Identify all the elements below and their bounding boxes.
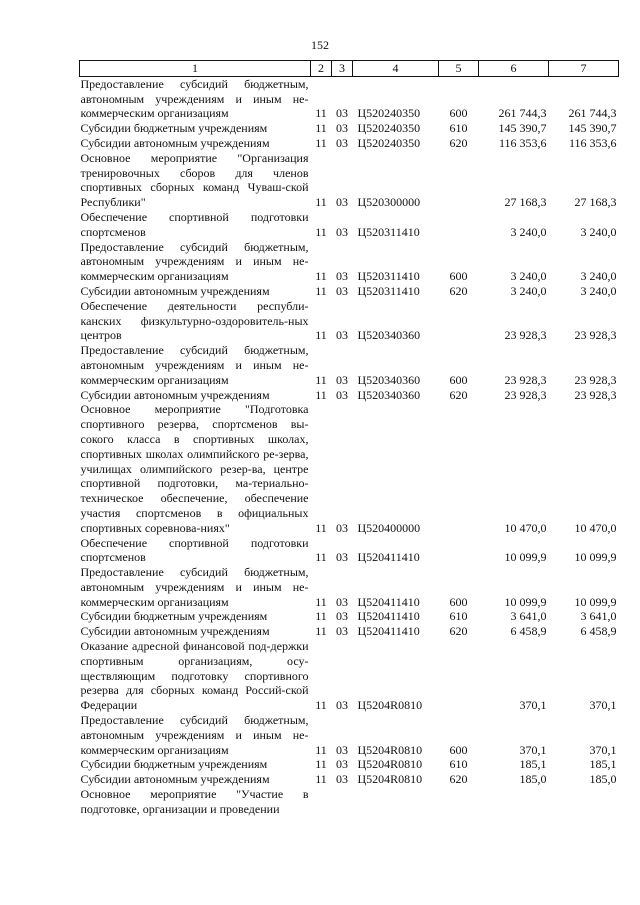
- section-code: 11: [315, 269, 327, 284]
- target-article-code: Ц5204R0810: [357, 772, 423, 787]
- section-code: 11: [315, 283, 327, 298]
- table-row: [80, 388, 619, 403]
- table-row: [80, 639, 619, 713]
- target-article-code: Ц520311410: [357, 269, 420, 284]
- amount-col6: 3 240,0: [510, 224, 547, 239]
- target-article-code: Ц520400000: [357, 520, 421, 535]
- target-article-code: Ц520240350: [357, 121, 421, 136]
- target-article-code: Ц520240350: [357, 106, 421, 121]
- amount-col7: 23 928,3: [574, 387, 617, 402]
- column-header: 3: [332, 61, 353, 77]
- expense-type-code: 600: [449, 372, 468, 387]
- row-description: Субсидии автономным учреждениям: [80, 624, 270, 639]
- amount-col6: 3 240,0: [510, 283, 547, 298]
- section-code: 11: [315, 594, 327, 609]
- section-code: 11: [315, 520, 327, 535]
- section-code: 11: [315, 757, 327, 772]
- subsection-code: 03: [336, 106, 348, 121]
- row-description: Субсидии бюджетным учреждениям: [80, 757, 268, 772]
- target-article-code: Ц520340360: [357, 372, 421, 387]
- amount-col7: 3 240,0: [580, 224, 617, 239]
- section-code: 11: [315, 121, 327, 136]
- target-article-code: Ц520311410: [357, 283, 420, 298]
- amount-col7: 27 168,3: [574, 195, 617, 210]
- section-code: 11: [315, 224, 327, 239]
- table-row: [80, 565, 619, 609]
- section-code: 11: [315, 328, 327, 343]
- subsection-code: 03: [336, 757, 348, 772]
- amount-col7: 145 390,7: [568, 121, 617, 136]
- expense-type-code: [439, 787, 479, 817]
- expense-type-code: 610: [449, 757, 468, 772]
- target-article-code: Ц5204R0810: [357, 742, 423, 757]
- subsection-code: 03: [336, 387, 348, 402]
- amount-col6: 145 390,7: [498, 121, 547, 136]
- subsection-code: 03: [336, 121, 348, 136]
- row-description: Основное мероприятие "Организация тренировочных сборов для членов спортивных сборных команд Чуваш-ской Республики": [80, 150, 309, 210]
- expense-type-code: 610: [449, 121, 468, 136]
- table-row: [80, 299, 619, 343]
- expense-type-code: 610: [449, 609, 468, 624]
- expense-type-code: [439, 402, 479, 535]
- column-header: 4: [353, 61, 439, 77]
- subsection-code: 03: [336, 135, 348, 150]
- amount-col7: 370,1: [589, 742, 617, 757]
- expense-type-code: [439, 639, 479, 713]
- amount-col6: 23 928,3: [504, 328, 547, 343]
- target-article-code: Ц520340360: [357, 387, 421, 402]
- amount-col7: 185,0: [589, 772, 617, 787]
- row-description: Субсидии автономным учреждениям: [80, 387, 270, 402]
- amount-col6: 6 458,9: [510, 624, 547, 639]
- amount-col7: [549, 787, 619, 817]
- amount-col7: 116 353,6: [568, 135, 617, 150]
- row-description: Субсидии автономным учреждениям: [80, 283, 270, 298]
- table-row: [80, 210, 619, 240]
- subsection-code: 03: [336, 283, 348, 298]
- target-article-code: Ц520411410: [357, 624, 420, 639]
- table-row: [80, 402, 619, 535]
- table-row: [80, 121, 619, 136]
- amount-col6: 370,1: [519, 742, 547, 757]
- table-row: [80, 284, 619, 299]
- column-header: 1: [80, 61, 311, 77]
- row-description: Обеспечение деятельности республи-канских физкультурно-оздоровитель-ных центров: [80, 298, 309, 343]
- subsection-code: 03: [336, 742, 348, 757]
- amount-col6: 116 353,6: [498, 135, 547, 150]
- section-code: 11: [315, 550, 327, 565]
- column-header: 5: [439, 61, 479, 77]
- amount-col6: 23 928,3: [504, 387, 547, 402]
- subsection-code: 03: [336, 195, 348, 210]
- row-description: Субсидии бюджетным учреждениям: [80, 121, 268, 136]
- expense-type-code: [439, 299, 479, 343]
- amount-col7: 3 240,0: [580, 283, 617, 298]
- table-row: [80, 536, 619, 566]
- expense-type-code: 620: [449, 624, 468, 639]
- row-description: Обеспечение спортивной подготовки спортсменов: [80, 535, 309, 565]
- expense-type-code: 620: [449, 387, 468, 402]
- amount-col6: 10 099,9: [504, 594, 547, 609]
- subsection-code: 03: [336, 269, 348, 284]
- subsection-code: 03: [336, 698, 348, 713]
- table-row: [80, 713, 619, 757]
- amount-col7: 10 470,0: [574, 520, 617, 535]
- subsection-code: 03: [336, 372, 348, 387]
- section-code: [311, 787, 332, 817]
- section-code: 11: [315, 135, 327, 150]
- target-article-code: Ц520340360: [357, 328, 421, 343]
- column-header: 7: [549, 61, 619, 77]
- expense-type-code: 600: [449, 742, 468, 757]
- row-description: Предоставление субсидий бюджетным, автономным учреждениям и иным не-коммерческим организациям: [80, 713, 309, 757]
- target-article-code: Ц520411410: [357, 594, 420, 609]
- section-code: 11: [315, 609, 327, 624]
- row-description: Предоставление субсидий бюджетным, автономным учреждениям и иным не-коммерческим организациям: [80, 239, 309, 284]
- table-row: [80, 343, 619, 387]
- row-description: Предоставление субсидий бюджетным, автономным учреждениям и иным не-коммерческим организациям: [80, 565, 309, 609]
- subsection-code: 03: [336, 624, 348, 639]
- expense-type-code: 600: [449, 269, 468, 284]
- amount-col7: 185,1: [589, 757, 617, 772]
- subsection-code: 03: [336, 594, 348, 609]
- expense-type-code: 600: [449, 594, 468, 609]
- table-row: [80, 151, 619, 210]
- row-description: Обеспечение спортивной подготовки спортсменов: [80, 209, 309, 239]
- subsection-code: 03: [336, 772, 348, 787]
- page-number: 152: [311, 38, 329, 52]
- target-article-code: Ц5204R0810: [357, 757, 423, 772]
- amount-col6: [479, 787, 549, 817]
- amount-col6: 10 099,9: [504, 550, 547, 565]
- row-description: Субсидии автономным учреждениям: [80, 772, 270, 787]
- section-code: 11: [315, 698, 327, 713]
- row-description: Основное мероприятие "Участие в подготовке, организации и проведении: [80, 787, 309, 816]
- target-article-code: Ц5204R0810: [357, 698, 423, 713]
- amount-col7: 3 641,0: [580, 609, 617, 624]
- row-description: Субсидии автономным учреждениям: [80, 135, 270, 150]
- amount-col7: 6 458,9: [580, 624, 617, 639]
- expense-type-code: [439, 536, 479, 566]
- expense-type-code: [439, 210, 479, 240]
- row-description: Основное мероприятие "Подготовка спортивного резерва, спортсменов вы-сокого класса в спортивных школах, спортивных школах олимпийского ре-зерва, училищах олимпийского резер-ва, центре спортивной подготовки, ма-териально-техническое обеспечение, обеспечение участия спортсменов в официальных спортивных соревнова-ниях": [80, 402, 309, 535]
- column-header: 2: [311, 61, 332, 77]
- column-header-row: [80, 61, 619, 77]
- amount-col7: 23 928,3: [574, 372, 617, 387]
- table-row: [80, 76, 619, 121]
- subsection-code: 03: [336, 609, 348, 624]
- target-article-code: Ц520411410: [357, 550, 420, 565]
- subsection-code: [332, 787, 353, 817]
- amount-col6: 370,1: [519, 698, 547, 713]
- amount-col6: 185,1: [519, 757, 547, 772]
- subsection-code: 03: [336, 224, 348, 239]
- row-description: Субсидии бюджетным учреждениям: [80, 609, 268, 624]
- section-code: 11: [315, 106, 327, 121]
- amount-col6: 185,0: [519, 772, 547, 787]
- section-code: 11: [315, 387, 327, 402]
- subsection-code: 03: [336, 328, 348, 343]
- target-article-code: Ц520240350: [357, 135, 421, 150]
- table-row: [80, 787, 619, 817]
- amount-col6: 3 641,0: [510, 609, 547, 624]
- amount-col6: 23 928,3: [504, 372, 547, 387]
- row-description: Предоставление субсидий бюджетным, автономным учреждениям и иным не-коммерческим организациям: [80, 76, 309, 121]
- target-article-code: [353, 787, 439, 817]
- amount-col7: 370,1: [589, 698, 617, 713]
- budget-table: [79, 60, 619, 817]
- table-row: [80, 624, 619, 639]
- table-row: [80, 136, 619, 151]
- section-code: 11: [315, 624, 327, 639]
- row-description: Предоставление субсидий бюджетным, автономным учреждениям и иным не-коммерческим организациям: [80, 343, 309, 387]
- amount-col6: 261 744,3: [498, 106, 547, 121]
- expense-type-code: 620: [449, 283, 468, 298]
- amount-col7: 10 099,9: [574, 594, 617, 609]
- table-row: [80, 240, 619, 284]
- target-article-code: Ц520311410: [357, 224, 420, 239]
- expense-type-code: 620: [449, 772, 468, 787]
- expense-type-code: 620: [449, 135, 468, 150]
- amount-col7: 3 240,0: [580, 269, 617, 284]
- table-row: [80, 772, 619, 787]
- amount-col6: 3 240,0: [510, 269, 547, 284]
- target-article-code: Ц520411410: [357, 609, 420, 624]
- table-row: [80, 757, 619, 772]
- amount-col6: 10 470,0: [504, 520, 547, 535]
- amount-col7: 23 928,3: [574, 328, 617, 343]
- subsection-code: 03: [336, 520, 348, 535]
- section-code: 11: [315, 742, 327, 757]
- amount-col6: 27 168,3: [504, 195, 547, 210]
- table-row: [80, 609, 619, 624]
- expense-type-code: 600: [449, 106, 468, 121]
- target-article-code: Ц520300000: [357, 195, 421, 210]
- amount-col7: 261 744,3: [568, 106, 617, 121]
- row-description: Оказание адресной финансовой под-держки спортивным организациям, осу-ществляющим подготовку спортивного резерва для сборных команд Россий-ской Федерации: [80, 639, 309, 713]
- section-code: 11: [315, 372, 327, 387]
- column-header: 6: [479, 61, 549, 77]
- subsection-code: 03: [336, 550, 348, 565]
- section-code: 11: [315, 195, 327, 210]
- expense-type-code: [439, 151, 479, 210]
- section-code: 11: [315, 772, 327, 787]
- amount-col7: 10 099,9: [574, 550, 617, 565]
